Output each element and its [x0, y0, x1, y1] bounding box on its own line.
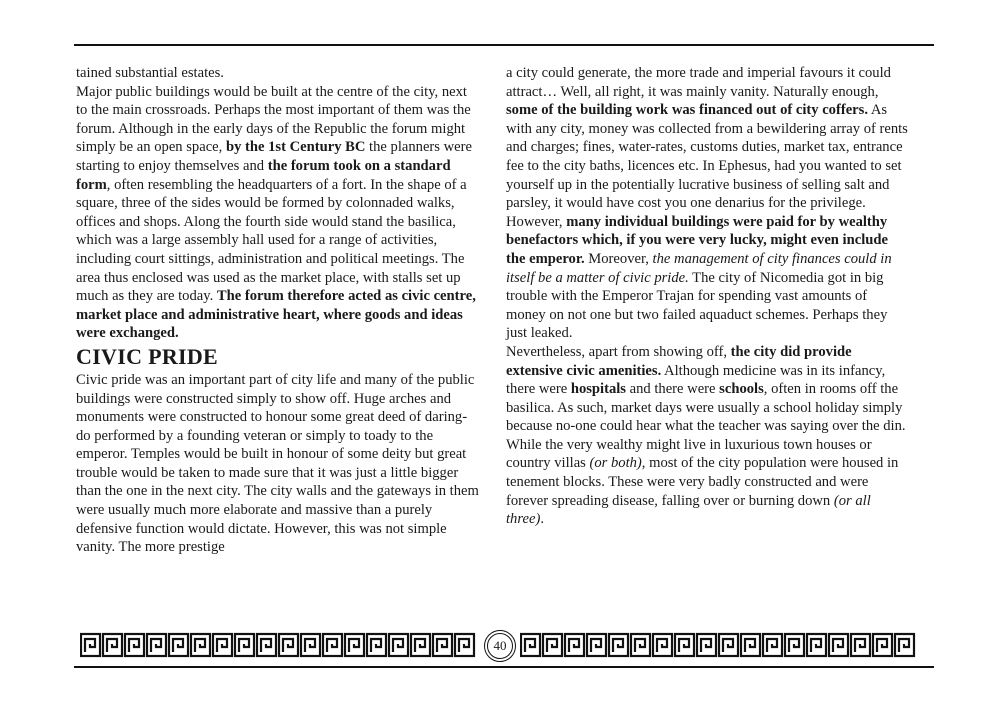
bold-text: some of the building work was financed out of city coffers. [506, 102, 868, 119]
bold-text: the city did provide extensive civic amenities. [506, 343, 852, 379]
meander-spiral [173, 639, 183, 652]
meander-spiral [415, 639, 425, 652]
paragraph-civic-pride: Civic pride was an important part of city life and many of the public buildings were constructed simply to show off. Huge arches and monuments were constructed to honour some great deed of daring-do performed by a founding veteran or simply to toady to the emperor. Temples would be built in honour of some deity but great trouble would be taken to made sure that it was just a little bigger than the one in the next city. The city walls and the gateways in them were usually much more elaborate and massive than a purely defensive function would dictate. However, this was not simple vanity. The more prestige [76, 371, 479, 556]
page-number-badge [484, 630, 516, 662]
meander-spiral [899, 639, 909, 652]
bold-text: hospitals [570, 381, 626, 398]
meander-spiral [349, 639, 359, 652]
paragraph-finance: a city could generate, the more trade and imperial favours it could attract… Well, all right, it was mainly vanity. Naturally enough, some of the building work was financed out of city coffers. As with any city, money was collected from a bewildering array of rents and charges; fines, water-rates, customs duties, market tax, entrance fee to the city baths, licences etc. In Ephesus, had you wanted to set yourself up in the potentially lucrative business of selling salt and parsley, it would have cost you one denarius for the privilege. However, many individual buildings were paid for by wealthy benefactors which, if you were very lucky, might even include the emperor. Moreover, the management of city finances could in itself be a matter of civic pride. The city of Nicomedia got in big trouble with the Emperor Trajan for spending vast amounts of money on not one but two failed aquaduct schemes. Perhaps they just leaked. [506, 65, 908, 342]
meander-spiral [151, 639, 161, 652]
meander-spiral [107, 639, 117, 652]
meander-spiral [723, 639, 733, 652]
bottom-rule [74, 666, 934, 668]
meander-spiral [85, 639, 95, 652]
paragraph: tained substantial estates. [76, 65, 224, 81]
meander-spiral [305, 639, 315, 652]
italic-text: the management of city finances could in itself be a matter of civic pride. [506, 250, 892, 286]
italic-text: (or all three) [506, 492, 871, 528]
meander-spiral [635, 639, 645, 652]
top-rule [74, 44, 934, 46]
meander-spiral [393, 639, 403, 652]
meander-spiral [129, 639, 139, 652]
meander-spiral [327, 639, 337, 652]
left-column [76, 64, 480, 557]
meander-spiral [767, 639, 777, 652]
greek-key-border-right [520, 632, 916, 658]
right-column [506, 64, 910, 529]
meander-spiral [525, 639, 535, 652]
meander-spiral [855, 639, 865, 652]
meander-spiral [613, 639, 623, 652]
meander-spiral [811, 639, 821, 652]
meander-spiral [569, 639, 579, 652]
bold-text: by the 1st Century BC [225, 139, 366, 156]
meander-spiral [877, 639, 887, 652]
meander-spiral [547, 639, 557, 652]
meander-spiral [371, 639, 381, 652]
meander-spiral [239, 639, 249, 652]
meander-spiral [261, 639, 271, 652]
paragraph-amenities: Nevertheless, apart from showing off, the city did provide extensive civic amenities. Although medicine was in its infancy, there were hospitals and there were schools, often in rooms off the basilica. As such, market days were usually a school holiday simply because no-one could hear what the teacher was saying over the din. While the very wealthy might live in luxurious town houses or country villas (or both), most of the city population were housed in tenement blocks. These were very badly constructed and were forever spreading disease, falling over or burning down (or all three). [506, 343, 906, 528]
meander-spiral [745, 639, 755, 652]
meander-spiral [459, 639, 469, 652]
greek-key-border-left [80, 632, 484, 658]
meander-spiral [657, 639, 667, 652]
bold-text: schools [719, 381, 764, 398]
page-number: 40 [487, 633, 513, 659]
meander-spiral [833, 639, 843, 652]
italic-text: (or both) [589, 455, 642, 472]
meander-spiral [283, 639, 293, 652]
meander-spiral [195, 639, 205, 652]
bold-text: many individual buildings were paid for by wealthy benefactors which, if you were very lucky, might even include the emperor. [506, 213, 888, 267]
meander-spiral [591, 639, 601, 652]
meander-spiral [701, 639, 711, 652]
section-heading: CIVIC PRIDE [76, 343, 219, 369]
meander-spiral [217, 639, 227, 652]
bold-text: The forum therefore acted as civic centre, market place and administrative heart, where goods and ideas were exchanged. [76, 288, 476, 342]
meander-spiral [679, 639, 689, 652]
bold-text: the forum took on a standard form [76, 157, 451, 193]
paragraph-forum: Major public buildings would be built at the centre of the city, next to the main crossroads. Perhaps the most important of them was the forum. Although in the early days of the Republic the forum might simply be an open space, by the 1st Century BC the planners were starting to enjoy themselves and the forum took on a standard form, often resembling the headquarters of a fort. In the shape of a square, three of the sides would be formed by colonnaded walks, offices and shops. Along the fourth side would stand the basilica, which was a large assembly hall used for a range of activities, including court sittings, administration and political meetings. The area thus enclosed was used as the market place, with stalls set up much as they are today. The forum therefore acted as civic centre, market place and administrative heart, where goods and ideas were exchanged. [76, 83, 476, 342]
meander-spiral [437, 639, 447, 652]
meander-spiral [789, 639, 799, 652]
